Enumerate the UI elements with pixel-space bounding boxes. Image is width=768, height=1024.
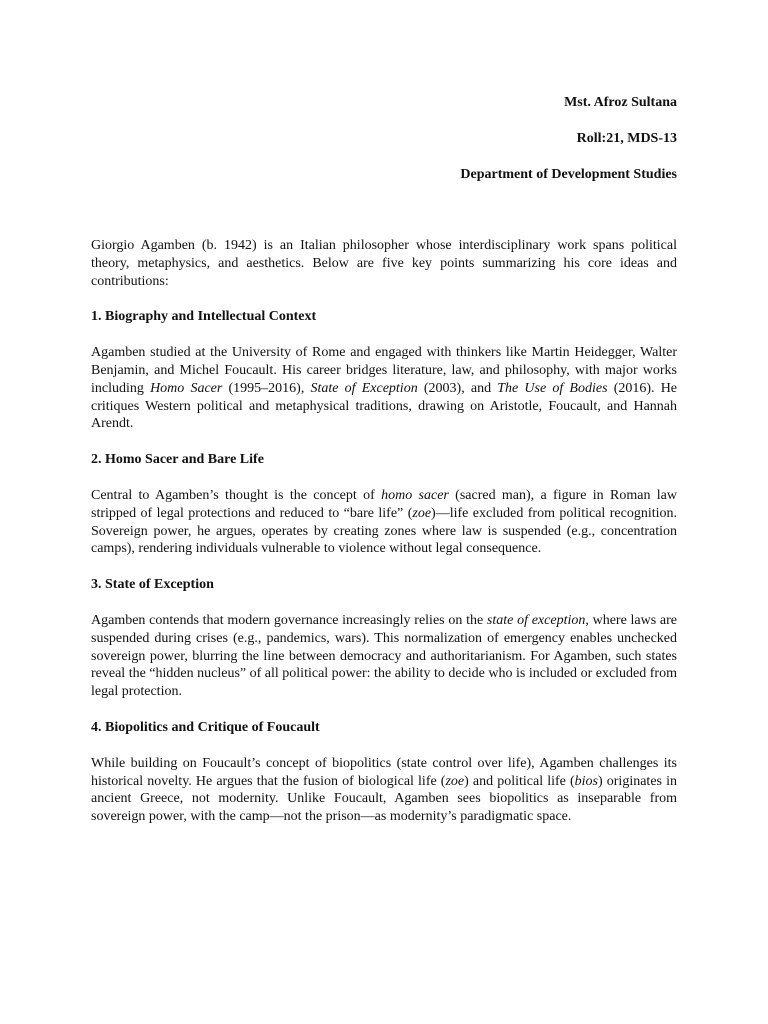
italic-title: Homo Sacer	[150, 380, 223, 396]
text-run: ) originates in ancient Greece, not modernity. Unlike Foucault, Agamben sees biopolitics as inseparable from sovereign power, with the camp—not the prison—as modernity’s paradigmatic space.	[91, 773, 677, 825]
section-heading-state-of-exception: 3. State of Exception	[91, 577, 214, 593]
text-run: )—life excluded from political recognition. Sovereign power, he argues, operates by creating zones where law is suspended (e.g., concentration camps), rendering individuals vulnerable to violence without legal consequence.	[91, 505, 677, 557]
text-run: Central to Agamben’s thought is the concept of	[91, 487, 382, 503]
text-run: (2016). He critiques Western political and metaphysical traditions, drawing on Aristotle, Foucault, and Hannah Arendt.	[91, 380, 678, 432]
text-run: , where laws are suspended during crises (e.g., pandemics, wars). This normalization of emergency enables unchecked sovereign power, blurring the line between democracy and authoritarianism. For Agamben, such states reveal the “hidden nucleus” of all political power: the ability to decide who is included or excluded from legal protection.	[91, 612, 678, 700]
italic-term: zoe	[412, 505, 432, 521]
author-header	[460, 94, 677, 202]
section-heading-biography: 1. Biography and Intellectual Context	[91, 309, 317, 325]
section-paragraph-homo-sacer	[91, 487, 677, 558]
section-heading-biopolitics: 4. Biopolitics and Critique of Foucault	[91, 719, 320, 735]
text-run: Agamben studied at the University of Rome and engaged with thinkers like Martin Heidegger, Walter Benjamin, and Michel Foucault. His career bridges literature, law, and philosophy, with major works including	[91, 345, 677, 396]
text-run: Agamben contends that modern governance increasingly relies on the	[91, 612, 487, 628]
text-run: (sacred man), a figure in Roman law stripped of legal protections and reduced to “bare life” (	[91, 487, 677, 521]
author-name: Mst. Afroz Sultana	[564, 95, 677, 110]
italic-title: The Use of Bodies	[497, 380, 608, 396]
roll-number: Roll:21, MDS-13	[576, 131, 677, 146]
italic-term: zoe	[445, 773, 465, 789]
section-paragraph-state-of-exception	[91, 612, 677, 701]
section-paragraph-biography	[91, 344, 677, 433]
section-paragraph-biopolitics	[91, 755, 677, 826]
text-run: (1995–2016),	[222, 380, 311, 396]
italic-term: bios	[574, 773, 598, 789]
text-run: While building on Foucault’s concept of biopolitics (state control over life), Agamben challenges its historical novelty. He argues that the fusion of biological life (	[91, 755, 677, 789]
text-run: (2003), and	[417, 380, 498, 396]
section-heading-homo-sacer: 2. Homo Sacer and Bare Life	[91, 452, 264, 468]
document-body	[91, 237, 677, 844]
intro-paragraph: Giorgio Agamben (b. 1942) is an Italian philosopher whose interdisciplinary work spans political theory, metaphysics, and aesthetics. Below are five key points summarizing his core ideas and contributions:	[91, 238, 677, 289]
italic-term: state of exception	[486, 612, 586, 628]
italic-title: State of Exception	[310, 380, 418, 396]
italic-term: homo sacer	[381, 487, 449, 503]
department-name: Department of Development Studies	[460, 167, 677, 182]
text-run: ) and political life (	[464, 773, 575, 789]
